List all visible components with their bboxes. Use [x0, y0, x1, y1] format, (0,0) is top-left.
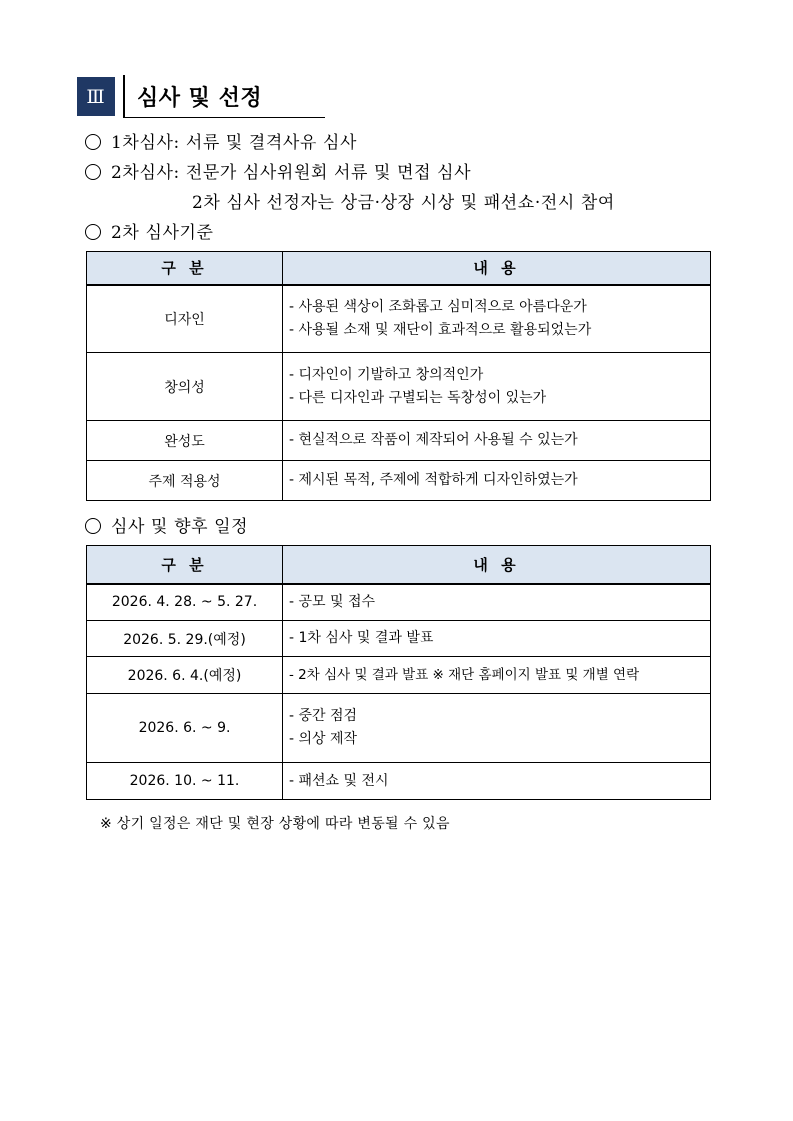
section-header — [77, 75, 325, 118]
row-date: 2026. 6. ~ 9. — [87, 694, 283, 763]
row-date: 2026. 5. 29.(예정) — [87, 621, 283, 657]
table-row — [87, 763, 711, 800]
row-date: 2026. 6. 4.(예정) — [87, 657, 283, 694]
table-row — [87, 353, 711, 421]
table-row — [87, 694, 711, 763]
header-content: 내 용 — [283, 252, 711, 285]
content-line: - 디자인이 기발하고 창의적인가 — [289, 366, 484, 383]
row-content — [283, 694, 711, 763]
row-content — [283, 353, 711, 421]
circle-bullet-icon — [85, 518, 101, 534]
bullet-text: 심사 및 향후 일정 — [111, 517, 249, 537]
row-category: 주제 적용성 — [87, 461, 283, 501]
bullet-second-review — [85, 158, 471, 183]
schedule-note: ※ 상기 일정은 재단 및 현장 상황에 따라 변동될 수 있음 — [100, 816, 450, 832]
section-underline — [123, 117, 325, 118]
row-category: 디자인 — [87, 285, 283, 353]
content-line: - 사용될 소재 및 재단이 효과적으로 활용되었는가 — [289, 321, 592, 338]
bullet-criteria-heading — [85, 218, 214, 243]
row-content — [283, 763, 711, 800]
table-row — [87, 657, 711, 694]
content-line: - 현실적으로 작품이 제작되어 사용될 수 있는가 — [289, 432, 578, 448]
row-content — [283, 285, 711, 353]
bullet-text: 2차 심사기준 — [111, 223, 214, 243]
row-content — [283, 421, 711, 461]
content-line: - 중간 점검 — [289, 708, 358, 724]
content-line: - 의상 제작 — [289, 731, 358, 747]
criteria-table — [86, 251, 711, 501]
content-line: - 1차 심사 및 결과 발표 — [289, 630, 434, 646]
content-line: - 공모 및 접수 — [289, 593, 376, 610]
second-review-detail: 2차 심사 선정자는 상금·상장 시상 및 패션쇼·전시 참여 — [192, 193, 615, 213]
content-line: - 다른 디자인과 구별되는 독창성이 있는가 — [289, 389, 547, 406]
schedule-table — [86, 545, 711, 800]
circle-bullet-icon — [85, 134, 101, 150]
content-line: - 제시된 목적, 주제에 적합하게 디자인하였는가 — [289, 472, 578, 488]
table-row — [87, 285, 711, 353]
header-content: 내 용 — [283, 546, 711, 584]
table-row — [87, 621, 711, 657]
circle-bullet-icon — [85, 164, 101, 180]
header-category: 구 분 — [87, 252, 283, 285]
table-row — [87, 421, 711, 461]
row-content — [283, 657, 711, 694]
row-content — [283, 461, 711, 501]
table-header-row — [87, 252, 711, 285]
circle-bullet-icon — [85, 224, 101, 240]
section-divider — [123, 75, 125, 118]
content-line: - 사용된 색상이 조화롭고 심미적으로 아름다운가 — [289, 298, 587, 315]
row-category: 완성도 — [87, 421, 283, 461]
table-row — [87, 461, 711, 501]
section-title: 심사 및 선정 — [137, 86, 263, 111]
row-category: 창의성 — [87, 353, 283, 421]
row-date: 2026. 4. 28. ~ 5. 27. — [87, 584, 283, 621]
table-row — [87, 584, 711, 621]
bullet-first-review — [85, 128, 357, 153]
content-line: - 2차 심사 및 결과 발표 ※ 재단 홈페이지 발표 및 개별 연락 — [289, 666, 640, 683]
header-category: 구 분 — [87, 546, 283, 584]
row-content — [283, 584, 711, 621]
table-header-row — [87, 546, 711, 584]
section-number-badge: Ⅲ — [77, 77, 115, 116]
bullet-text: 1차심사: 서류 및 결격사유 심사 — [111, 133, 358, 153]
bullet-text: 2차심사: 전문가 심사위원회 서류 및 면접 심사 — [111, 163, 472, 183]
row-content — [283, 621, 711, 657]
row-date: 2026. 10. ~ 11. — [87, 763, 283, 800]
content-line: - 패션쇼 및 전시 — [289, 772, 389, 789]
bullet-schedule-heading — [85, 512, 248, 537]
